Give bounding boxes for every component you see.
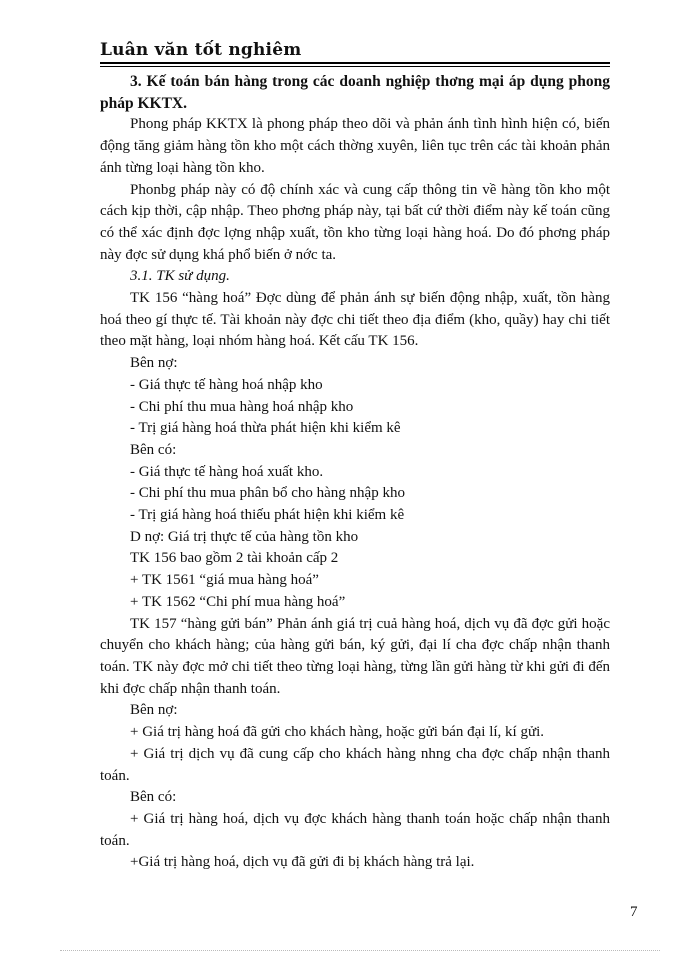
list-item: +Giá trị hàng hoá, dịch vụ đã gửi đi bị khách hàng trả lại. — [130, 854, 475, 871]
list-item: - Chi phí thu mua hàng hoá nhập kho — [130, 398, 354, 415]
paragraph: TK 157 “hàng gửi bán” Phản ánh giá trị cuả hàng hoá, dịch vụ đã đợc gửi hoặc chuyển cho khách hàng; của hàng gửi bán, ký gửi, đại lí cha đợc chấp nhận thanh toán. TK này đợc mở chi tiết theo từng loại hàng, từng lần gửi hàng từ khi gửi đi đến khi đợc chấp nhận thanh toán. — [100, 615, 610, 697]
header-rule-thin — [100, 66, 610, 67]
list-item: + Giá trị hàng hoá, dịch vụ đợc khách hàng thanh toán hoặc chấp nhận thanh toán. — [100, 810, 610, 849]
list-item: + TK 1562 “Chi phí mua hàng hoá” — [130, 593, 346, 610]
page-number: 7 — [630, 904, 638, 920]
paragraph: Phong pháp KKTX là phong pháp theo dõi và phản ánh tình hình hiện có, biến động tăng giảm hàng tồn kho một cách thờng xuyên, liên tục trên các tài khoản phản ánh từng loại hàng tồn kho. — [100, 116, 610, 176]
running-header: Luân văn tốt nghiêm — [100, 40, 302, 60]
debit-label: Bên nợ: — [130, 355, 178, 372]
list-item: + Giá trị dịch vụ đã cung cấp cho khách hàng nhng cha đợc chấp nhận thanh toán. — [100, 745, 610, 784]
credit-label: Bên có: — [130, 789, 177, 806]
header-rule-thick — [100, 62, 610, 64]
list-item: + Giá trị hàng hoá đã gửi cho khách hàng, hoặc gửi bán đại lí, kí gửi. — [130, 724, 544, 741]
list-item: - Giá thực tế hàng hoá xuất kho. — [130, 463, 324, 480]
page-bottom-border — [60, 950, 660, 951]
debit-label: Bên nợ: — [130, 702, 178, 719]
balance-line: D nợ: Giá trị thực tế của hàng tồn kho — [130, 528, 359, 545]
list-item: - Chi phí thu mua phân bổ cho hàng nhập kho — [130, 485, 405, 502]
section-heading: 3. Kế toán bán hàng trong các doanh nghiệp thơng mại áp dụng phong pháp KKTX. — [100, 73, 610, 112]
credit-label: Bên có: — [130, 441, 177, 458]
subsection-heading: 3.1. TK sử dụng. — [130, 268, 230, 285]
list-item: + TK 1561 “giá mua hàng hoá” — [130, 572, 319, 589]
list-item: - Giá thực tế hàng hoá nhập kho — [130, 376, 323, 393]
list-item: TK 156 bao gồm 2 tài khoản cấp 2 — [130, 550, 339, 567]
list-item: - Trị giá hàng hoá thừa phát hiện khi kiểm kê — [130, 420, 401, 437]
list-item: - Trị giá hàng hoá thiếu phát hiện khi kiểm kê — [130, 507, 405, 524]
paragraph: Phonbg pháp này có độ chính xác và cung cấp thông tin về hàng tồn kho một cách kịp thời, cập nhập. Theo phơng pháp này, tại bất cứ thời điểm này kế toán cũng có thể xác định đợc lợng nhập xuất, tồn kho từng loại hàng hoá. Do đó phơng pháp này đợc sử dụng khá phổ biến ở nớc ta. — [100, 181, 610, 263]
page-body — [100, 71, 610, 874]
paragraph: TK 156 “hàng hoá” Đợc dùng để phản ánh sự biến động nhập, xuất, tồn hàng hoá theo gí thực tế. Tài khoản này đợc chi tiết theo địa điểm (kho, quầy) hay chi tiết theo mặt hàng, loại nhóm hàng hoá. Kết cấu TK 156. — [100, 290, 610, 350]
